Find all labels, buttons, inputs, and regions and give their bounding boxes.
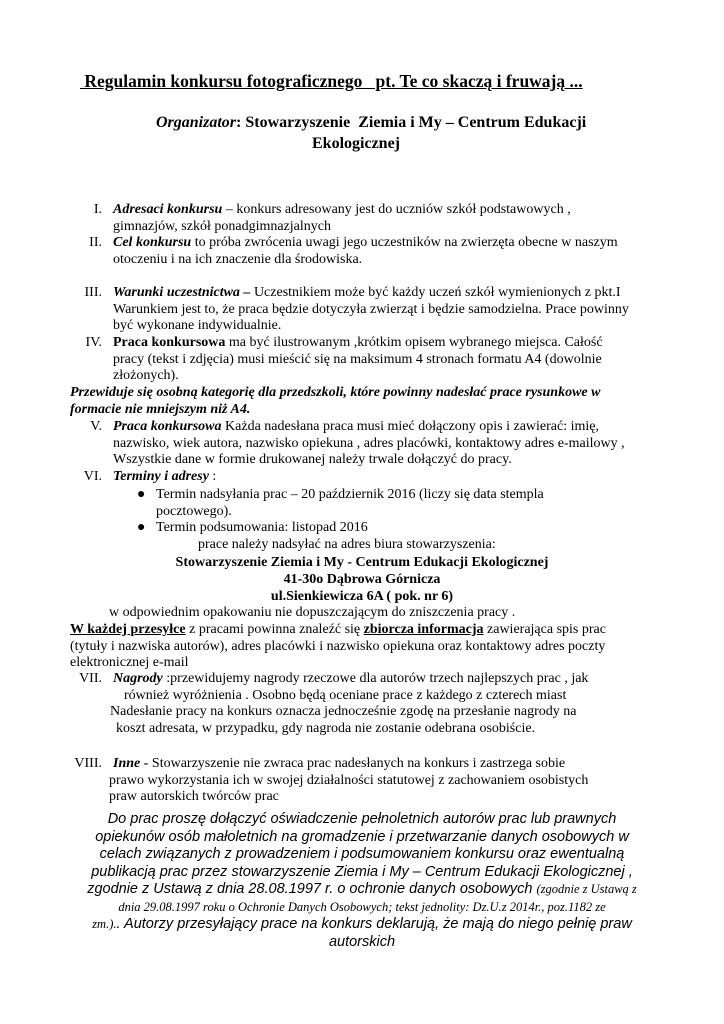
list-item: ● Termin nadsyłania prac – 20 październik 2016 (liczy się data stempla pocztowego). [137,487,544,519]
parcel-info: W każdej przesyłce z pracami powinna znaleźć się zbiorcza informacja zawierająca spis prac (tytuły i nazwiska autorów), adres placówki i nazwisko opiekuna oraz kontaktowy adres poczty elektronicznej e-mail [70,622,606,670]
preschool-note: Przewiduje się osobną kategorię dla przedszkoli, które powinny nadesłać prace rysunkowe w formacie nie mniejszym niż A4. [70,385,601,417]
address-line-1: Stowarzyszenie Ziemia i My - Centrum Edukacji Ekologicznej [175,555,549,570]
section-heading: Warunki uczestnictwa – [113,285,251,300]
send-instruction: prace należy nadsyłać na adres biura stowarzyszenia: [198,537,496,552]
organizer-line-1: Organizator: Stowarzyszenie Ziemia i My – Centrum Edukacji [156,114,587,131]
section-heading: Nagrody [113,671,163,686]
packaging-note: w odpowiednim opakowaniu nie dopuszczającym do zniszczenia pracy . [109,605,516,620]
list-item: ● Termin podsumowania: listopad 2016 [137,520,368,535]
section-heading: Inne - [113,756,149,771]
organizer-block [156,112,656,154]
section-heading: Praca konkursowa [113,419,222,434]
bullet-icon: ● [137,520,146,535]
consent-statement: Do prac proszę dołączyć oświadczenie pełnoletnich autorów prac lub prawnych opiekunów osób małoletnich na gromadzenie i przetwarzanie danych osobowych w celach związanych z prowadzeniem i podsumowaniem konkursu oraz ewentualną publikacją prac przez stowarzyszenie Ziemia i My – Centrum Edukacji Ekologicznej , zgodnie z Ustawą z dnia 28.08.1997 r. o ochronie danych osobowych (zgodnie z Ustawą z dnia 29.08.1997 roku o Ochronie Danych Osobowych; tekst jednolity: Dz.U.z 2014r., poz.1182 ze zm.).. Autorzy przesyłający prace na konkurs deklarują, że mają do niego pełnię praw autorskich [87,811,637,950]
address-line-3: ul.Sienkiewicza 6A ( pok. nr 6) [270,589,454,604]
section-heading: Cel konkursu [113,235,192,250]
organizer-label: Organizator [156,114,237,131]
document-page: Regulamin konkursu fotograficznego pt. Te co skaczą i fruwają ... Organizator: Stowarzyszenie Ziemia i My – Centrum Edukacji Ekologicznej I. Adresaci konkursu – konkurs adresowany jest do uczniów szkół podstawowych , gimnazjów, szkół ponadgimnazjalnych II. Cel konkursu to próba zwrócenia uwagi jego uczestników na zwierzęta obecne w naszym otoczeniu i na ich znaczenie dla środowiska. III. Warunki uczestnictwa – Uczestnikiem może być każdy uczeń szkół wymienionych z pkt.I Warunkiem jest to, że praca będzie dotyczyła zwierząt i będzie samodzielna. Prace powinny być wykonane indywidualnie. IV. Praca konkursowa ma być ilustrowanym ,krótkim opisem wybranego miejsca. Całość pracy (tekst i zdjęcia) musi mieścić się na maksimum 4 stronach formatu A4 (dowolnie złożonych). Przewiduje się osobną kategorię dla przedszkoli, które powinny nadesłać prace rysunkowe w formacie nie mniejszym niż A4. V. Praca konkursowa Każda nadesłana praca musi mieć dołączony opis i zawierać: imię, nazwisko, wiek autora, nazwisko opiekuna , adres placówki, kontaktowy adres e-mailowy , Wszystkie dane w formie drukowanej należy trwale dołączyć do pracy. VI. Terminy i adresy : ● Termin nadsyłania prac – 20 październik 2016 (liczy się data stempla pocztowego). ● Termin podsumowania: listopad 2016 prace należy nadsyłać na adres biura stowarzyszenia: Stowarzyszenie Ziemia i My - Centrum Edukacji Ekologicznej 41-30o Dąbrowa Górnicza ul.Sienkiewicza 6A ( pok. nr 6) w odpowiednim opakowaniu nie dopuszczającym do zniszczenia pracy . W każdej przesyłce z pracami powinna znaleźć się zbiorcza informacja zawierająca spis prac (tytuły i nazwiska autorów), adres placówki i nazwisko opiekuna oraz kontaktowy adres poczty elektronicznej e-mail VII. Nagrody :przewidujemy nagrody rzeczowe dla autorów trzech najlepszych prac , jak również wyróżnienia . Osobno będą oceniane prace z każdego z czterech miast Nadesłanie pracy na konkurs oznacza jednocześnie zgodę na przesłanie nagrody na koszt adresata, w przypadku, gdy nagroda nie zostanie odebrana osobiście. VIII. Inne - Stowarzyszenie nie zwraca prac nadesłanych na konkurs i zastrzega sobie prawo wykorzystania ich w swojej działalności statutowej z zachowaniem osobistych praw autorskich twórców prac Do prac proszę dołączyć oświadczenie pełnoletnich autorów prac lub prawnych opiekunów osób małoletnich na gromadzenie i przetwarzanie danych osobowych w celach związanych z prowadzeniem i podsumowaniem konkursu oraz ewentualną publikacją prac przez stowarzyszenie Ziemia i My – Centrum Edukacji Ekologicznej , zgodnie z Ustawą z dnia 28.08.1997 r. o ochronie danych osobowych (zgodnie z Ustawą z dnia 29.08.1997 roku o Ochronie Danych Osobowych; tekst jednolity: Dz.U.z 2014r., poz.1182 ze zm.).. Autorzy przesyłający prace na konkurs deklarują, że mają do niego pełnię praw autorskich [0,0,724,1024]
page-title: Regulamin konkursu fotograficznego pt. Te co skaczą i fruwają ... [80,71,583,91]
organizer-line-2: Ekologicznej [312,135,400,152]
section-heading: Praca konkursowa [113,335,226,350]
section-heading: Adresaci konkursu [113,202,223,217]
address-line-2: 41-30o Dąbrowa Górnicza [283,572,441,587]
section-heading: Terminy i adresy [113,469,209,484]
bullet-icon: ● [137,487,146,502]
